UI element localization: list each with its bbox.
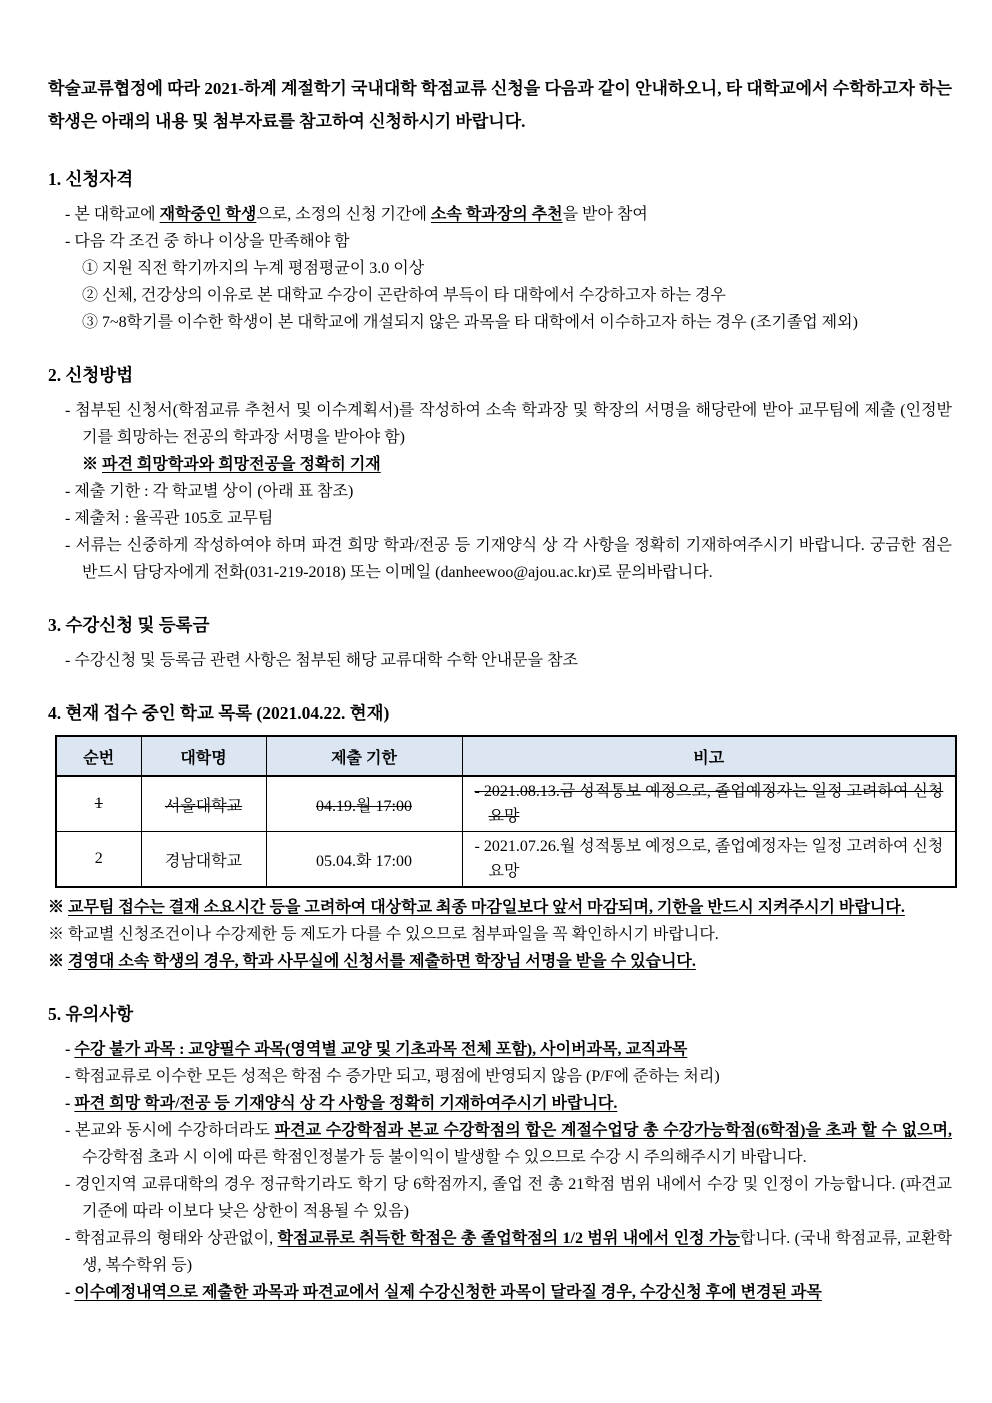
row-number-cell: 2 [56,832,141,888]
table-row [56,832,956,888]
school-table [55,735,957,888]
table-footnote: ※ 교무팀 접수는 결재 소요시간 등을 고려하여 대상학교 최종 마감일보다 앞서 마감되며, 기한을 반드시 지켜주시기 바랍니다. [48,899,905,916]
section-2-note: ※ 파견 희망학과와 희망전공을 정확히 기재 [82,456,381,473]
section-5-item: - 수강 불가 과목 : 교양필수 과목(영역별 교양 및 기초과목 전체 포함), 사이버과목, 교직과목 [65,1041,688,1058]
section-3-item: - 수강신청 및 등록금 관련 사항은 첨부된 해당 교류대학 수학 안내문을 참조 [65,652,579,669]
remark-cell: - 2021.07.26.월 성적통보 예정으로, 졸업예정자는 일정 고려하여 신청 요망 [462,832,956,888]
section-5-item: - 파견 희망 학과/전공 등 기재양식 상 각 사항을 정확히 기재하여주시기 바랍니다. [65,1095,618,1112]
section-1-title: 1. 신청자격 [48,169,134,189]
intro-paragraph: 학술교류협정에 따라 2021-하계 계절학기 국내대학 학점교류 신청을 다음과 같이 안내하오니, 타 대학교에서 수학하고자 하는 학생은 아래의 내용 및 첨부자료를 참고하여 신청하시기 바랍니다. [48,79,952,131]
row-number-cell: 1 [56,776,141,832]
remark-cell: - 2021.08.13.금 성적통보 예정으로, 졸업예정자는 일정 고려하여 신청 요망 [462,776,956,832]
table-footnote: ※ 학교별 신청조건이나 수강제한 등 제도가 다를 수 있으므로 첨부파일을 꼭 확인하시기 바랍니다. [48,926,719,943]
section-1-condition: ③ 7~8학기를 이수한 학생이 본 대학교에 개설되지 않은 과목을 타 대학에서 이수하고자 하는 경우 (조기졸업 제외) [82,314,858,331]
table-row [56,776,956,832]
section-3-title: 3. 수강신청 및 등록금 [48,615,210,635]
section-2-item: - 제출처 : 율곡관 105호 교무팀 [65,510,274,527]
header-university: 대학명 [141,736,266,776]
university-cell: 서울대학교 [141,776,266,832]
header-remark: 비고 [462,736,956,776]
section-5-item: - 본교와 동시에 수강하더라도 파견교 수강학점과 본교 수강학점의 합은 계절수업당 총 수강가능학점(6학점)을 초과 할 수 없으며, 수강학점 초과 시 이에 따른 학점인정불가 등 불이익이 발생할 수 있으므로 수강 시 주의해주시기 바랍니다. [65,1122,952,1166]
deadline-cell: 04.19.월 17:00 [266,776,462,832]
section-2-item: - 첨부된 신청서(학점교류 추천서 및 이수계획서)를 작성하여 소속 학과장 및 학장의 서명을 해당란에 받아 교무팀에 제출 (인정받기를 희망하는 전공의 학과장 서명을 받아야 함) [65,402,952,446]
section-5-item: - 학점교류로 이수한 모든 성적은 학점 수 증가만 되고, 평점에 반영되지 않음 (P/F에 준하는 처리) [65,1068,720,1085]
section-5-title: 5. 유의사항 [48,1004,134,1024]
section-5-item: - 학점교류의 형태와 상관없이, 학점교류로 취득한 학점은 총 졸업학점의 1/2 범위 내에서 인정 가능합니다. (국내 학점교류, 교환학생, 복수학위 등) [65,1230,952,1274]
header-no: 순번 [56,736,141,776]
university-cell: 경남대학교 [141,832,266,888]
section-2-title: 2. 신청방법 [48,365,134,385]
table-footnote: ※ 경영대 소속 학생의 경우, 학과 사무실에 신청서를 제출하면 학장님 서명을 받을 수 있습니다. [48,953,696,970]
deadline-cell: 05.04.화 17:00 [266,832,462,888]
section-5-item: - 이수예정내역으로 제출한 과목과 파견교에서 실제 수강신청한 과목이 달라질 경우, 수강신청 후에 변경된 과목 [65,1284,822,1301]
section-1-condition: ① 지원 직전 학기까지의 누계 평점평균이 3.0 이상 [82,260,425,277]
section-2-item: - 서류는 신중하게 작성하여야 하며 파견 희망 학과/전공 등 기재양식 상 각 사항을 정확히 기재하여주시기 바랍니다. 궁금한 점은 반드시 담당자에게 전화(031-219-2018) 또는 이메일 (danheewoo@ajou.ac.kr)로 문의바랍니다. [65,537,952,581]
section-1-item: - 본 대학교에 재학중인 학생으로, 소정의 신청 기간에 소속 학과장의 추천을 받아 참여 [65,206,648,223]
section-1-item: - 다음 각 조건 중 하나 이상을 만족해야 함 [65,233,350,250]
section-1-condition: ② 신체, 건강상의 이유로 본 대학교 수강이 곤란하여 부득이 타 대학에서 수강하고자 하는 경우 [82,287,726,304]
table-header-row [56,736,956,776]
section-2-item: - 제출 기한 : 각 학교별 상이 (아래 표 참조) [65,483,354,500]
section-5-item: - 경인지역 교류대학의 경우 정규학기라도 학기 당 6학점까지, 졸업 전 총 21학점 범위 내에서 수강 및 인정이 가능합니다. (파견교 기준에 따라 이보다 낮은 상한이 적용될 수 있음) [65,1176,952,1220]
section-4-title: 4. 현재 접수 중인 학교 목록 (2021.04.22. 현재) [48,703,390,723]
header-deadline: 제출 기한 [266,736,462,776]
